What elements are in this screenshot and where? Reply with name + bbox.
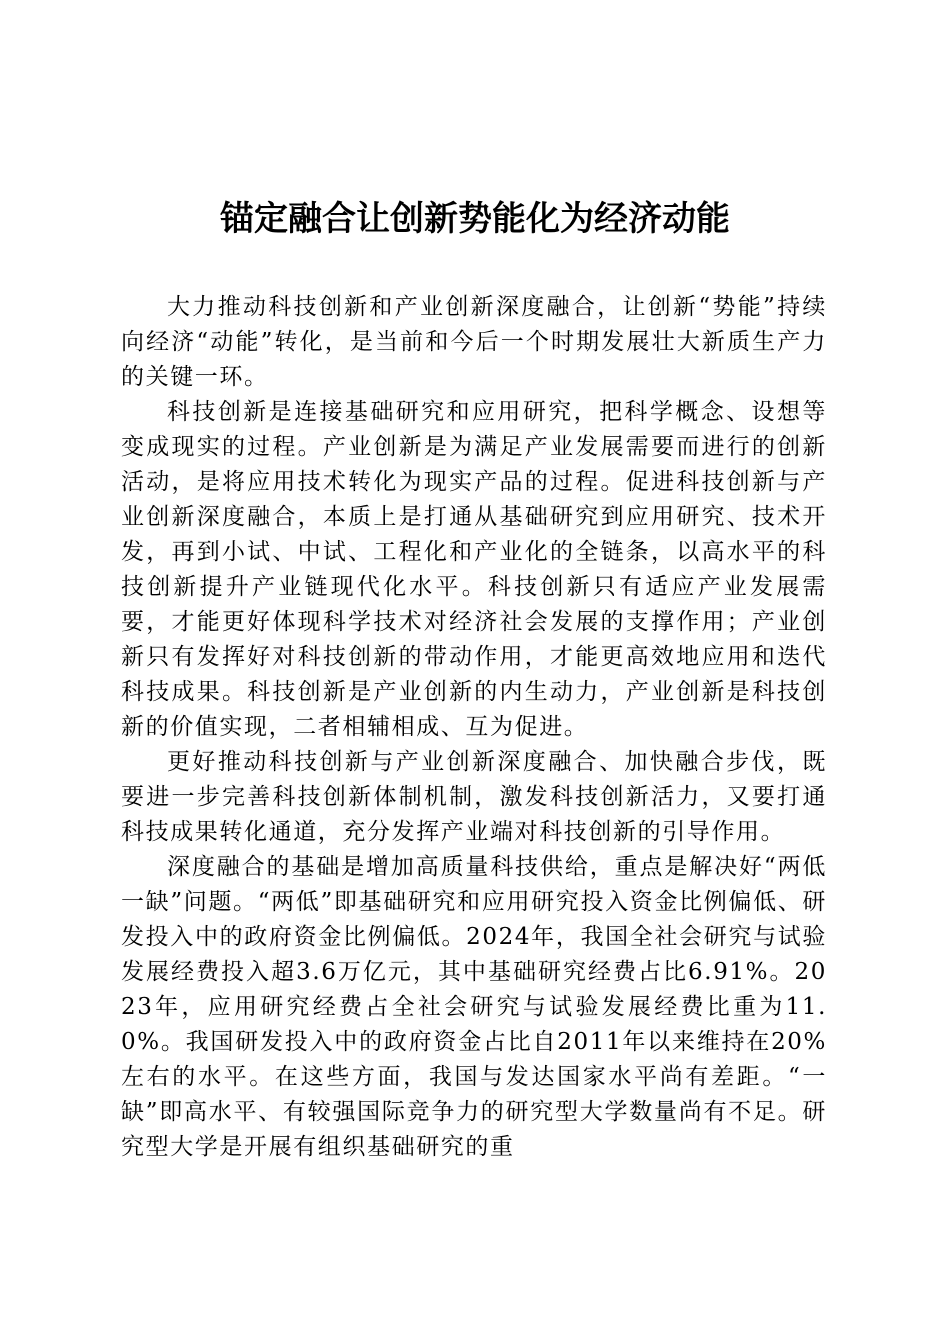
paragraph-foundation: 深度融合的基础是增加高质量科技供给，重点是解决好“两低一缺”问题。“两低”即基础研究和应用研究投入资金比例偏低、研发投入中的政府资金比例偏低。2024年，我国全社会研究与试验发展经费投入超3.6万亿元，其中基础研究经费占比6.91%。2023年，应用研究经费占全社会研究与试验发展经费比重为11.0%。我国研发投入中的政府资金占比自2011年以来维持在20%左右的水平。在这些方面，我国与发达国家水平尚有差距。“一缺”即高水平、有较强国际竞争力的研究型大学数量尚有不足。研究型大学是开展有组织基础研究的重: [121, 854, 827, 1160]
paragraph-definition: 科技创新是连接基础研究和应用研究，把科学概念、设想等变成现实的过程。产业创新是为满足产业发展需要而进行的创新活动，是将应用技术转化为现实产品的过程。促进科技创新与产业创新深度融合，本质上是打通从基础研究到应用研究、技术开发，再到小试、中试、工程化和产业化的全链条，以高水平的科技创新提升产业链现代化水平。科技创新只有适应产业发展需要，才能更好体现科学技术对经济社会发展的支撑作用；产业创新只有发挥好对科技创新的带动作用，才能更高效地应用和迭代科技成果。科技创新是产业创新的内生动力，产业创新是科技创新的价值实现，二者相辅相成、互为促进。: [121, 399, 827, 740]
document-body: [121, 290, 827, 1165]
paragraph-intro: 大力推动科技创新和产业创新深度融合，让创新“势能”持续向经济“动能”转化，是当前和今后一个时期发展壮大新质生产力的关键一环。: [121, 294, 827, 390]
paragraph-approach: 更好推动科技创新与产业创新深度融合、加快融合步伐，既要进一步完善科技创新体制机制，激发科技创新活力，又要打通科技成果转化通道，充分发挥产业端对科技创新的引导作用。: [121, 749, 827, 845]
document-title: 锚定融合让创新势能化为经济动能: [220, 199, 730, 239]
